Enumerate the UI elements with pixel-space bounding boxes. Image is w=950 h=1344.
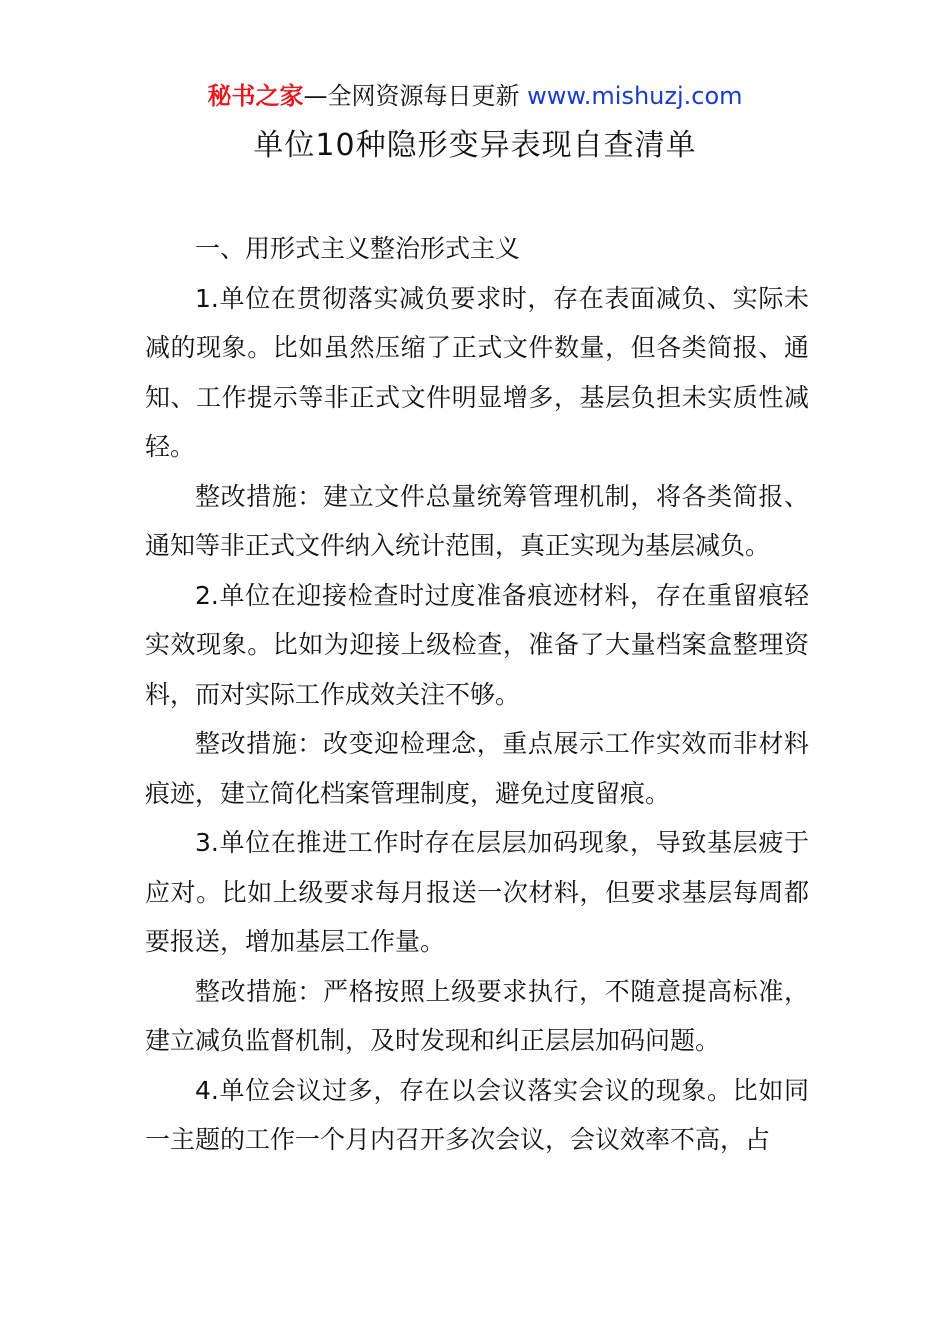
banner-brand: 秘书之家 <box>207 82 304 110</box>
paragraph-measure-3: 整改措施：严格按照上级要求执行，不随意提高标准，建立减负监督机制，及时发现和纠正层层加码问题。 <box>145 976 809 1055</box>
site-banner <box>0 80 950 112</box>
document-body <box>145 224 809 1165</box>
paragraph-measure-1: 整改措施：建立文件总量统筹管理机制，将各类简报、通知等非正式文件纳入统计范围，真正实现为基层减负。 <box>145 481 809 560</box>
banner-url[interactable]: www.mishuzj.com <box>527 82 743 110</box>
paragraph-measure-2: 整改措施：改变迎检理念，重点展示工作实效而非材料痕迹，建立简化档案管理制度，避免过度留痕。 <box>145 729 809 808</box>
banner-slogan: —全网资源每日更新 <box>303 82 520 110</box>
paragraph-item-4: 4.单位会议过多，存在以会议落实会议的现象。比如同一主题的工作一个月内召开多次会议，会议效率不高，占 <box>145 1075 809 1154</box>
section-heading: 一、用形式主义整治形式主义 <box>195 234 521 263</box>
paragraph-item-2: 2.单位在迎接检查时过度准备痕迹材料，存在重留痕轻实效现象。比如为迎接上级检查，准备了大量档案盒整理资料，而对实际工作成效关注不够。 <box>145 580 809 709</box>
paragraph-item-3: 3.单位在推进工作时存在层层加码现象，导致基层疲于应对。比如上级要求每月报送一次材料，但要求基层每周都要报送，增加基层工作量。 <box>145 828 809 956</box>
document-title: 单位10种隐形变异表现自查清单 <box>253 128 697 163</box>
paragraph-item-1: 1.单位在贯彻落实减负要求时，存在表面减负、实际未减的现象。比如虽然压缩了正式文件数量，但各类简报、通知、工作提示等非正式文件明显增多，基层负担未实质性减轻。 <box>145 283 809 461</box>
